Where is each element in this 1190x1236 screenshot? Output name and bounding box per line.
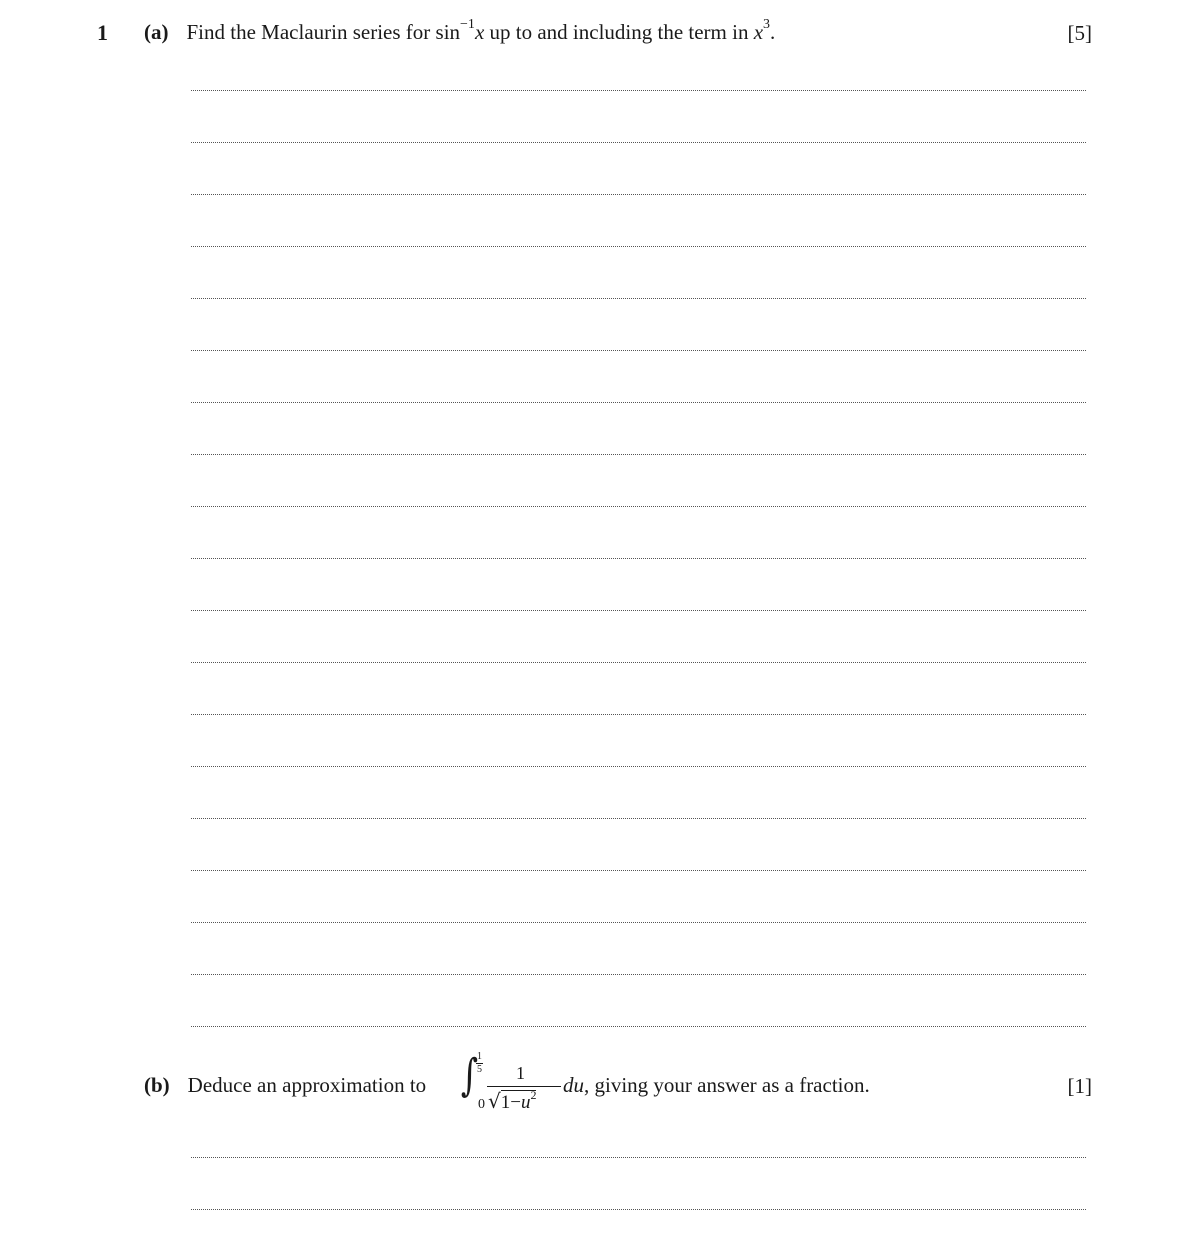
answer-line[interactable] (191, 246, 1086, 247)
part-b-marks: [1] (1067, 1074, 1092, 1098)
inverse-superscript: −1 (460, 17, 475, 32)
answer-line[interactable] (191, 1157, 1086, 1158)
part-a-prompt (144, 17, 776, 45)
answer-line[interactable] (191, 766, 1086, 767)
answer-line[interactable] (191, 1209, 1086, 1210)
answer-line[interactable] (191, 818, 1086, 819)
upper-limit-denominator: 5 (477, 1064, 482, 1075)
answer-line[interactable] (191, 1026, 1086, 1027)
part-b-prompt (144, 1073, 426, 1098)
integral-lower-limit: 0 (478, 1097, 485, 1112)
fraction-numerator: 1 (516, 1063, 525, 1083)
answer-line[interactable] (191, 194, 1086, 195)
integral-sign-icon: ∫ (460, 1050, 479, 1101)
den-var: u (520, 1092, 531, 1113)
part-a-text-middle: up to and including the term in (484, 20, 754, 44)
part-a-marks: [5] (1067, 21, 1092, 45)
answer-line[interactable] (191, 298, 1086, 299)
fraction-bar (487, 1086, 561, 1087)
part-a-text-before: Find the Maclaurin series for sin (186, 20, 461, 44)
answer-line[interactable] (191, 558, 1086, 559)
variable-x: x (474, 20, 485, 44)
answer-line[interactable] (191, 662, 1086, 663)
answer-line[interactable] (191, 402, 1086, 403)
upper-limit-numerator: 1 (477, 1051, 482, 1062)
answer-line[interactable] (191, 90, 1086, 91)
den-one: 1 (500, 1092, 511, 1113)
power-superscript: 3 (763, 17, 771, 32)
part-b-text-before: Deduce an approximation to (187, 1073, 427, 1097)
den-sup: 2 (530, 1088, 537, 1102)
den-minus: − (510, 1092, 521, 1113)
part-b-label: (b) (144, 1073, 170, 1097)
differential: du (563, 1073, 584, 1097)
answer-line[interactable] (191, 922, 1086, 923)
answer-line[interactable] (191, 350, 1086, 351)
answer-line[interactable] (191, 454, 1086, 455)
variable-x-power: x (753, 20, 764, 44)
integral-upper-limit (476, 1052, 483, 1075)
part-b-text-after (563, 1073, 870, 1098)
answer-line[interactable] (191, 714, 1086, 715)
answer-line[interactable] (191, 506, 1086, 507)
question-number: 1 (97, 20, 108, 45)
answer-line[interactable] (191, 974, 1086, 975)
answer-line[interactable] (191, 870, 1086, 871)
answer-line[interactable] (191, 610, 1086, 611)
fraction-denominator (488, 1089, 536, 1114)
part-a-label: (a) (144, 20, 169, 44)
answer-line[interactable] (191, 142, 1086, 143)
part-b-suffix: , giving your answer as a fraction. (584, 1073, 870, 1097)
integral-expression (454, 1052, 564, 1122)
radical-icon: √ (488, 1089, 501, 1113)
part-a-text-end: . (770, 20, 776, 44)
